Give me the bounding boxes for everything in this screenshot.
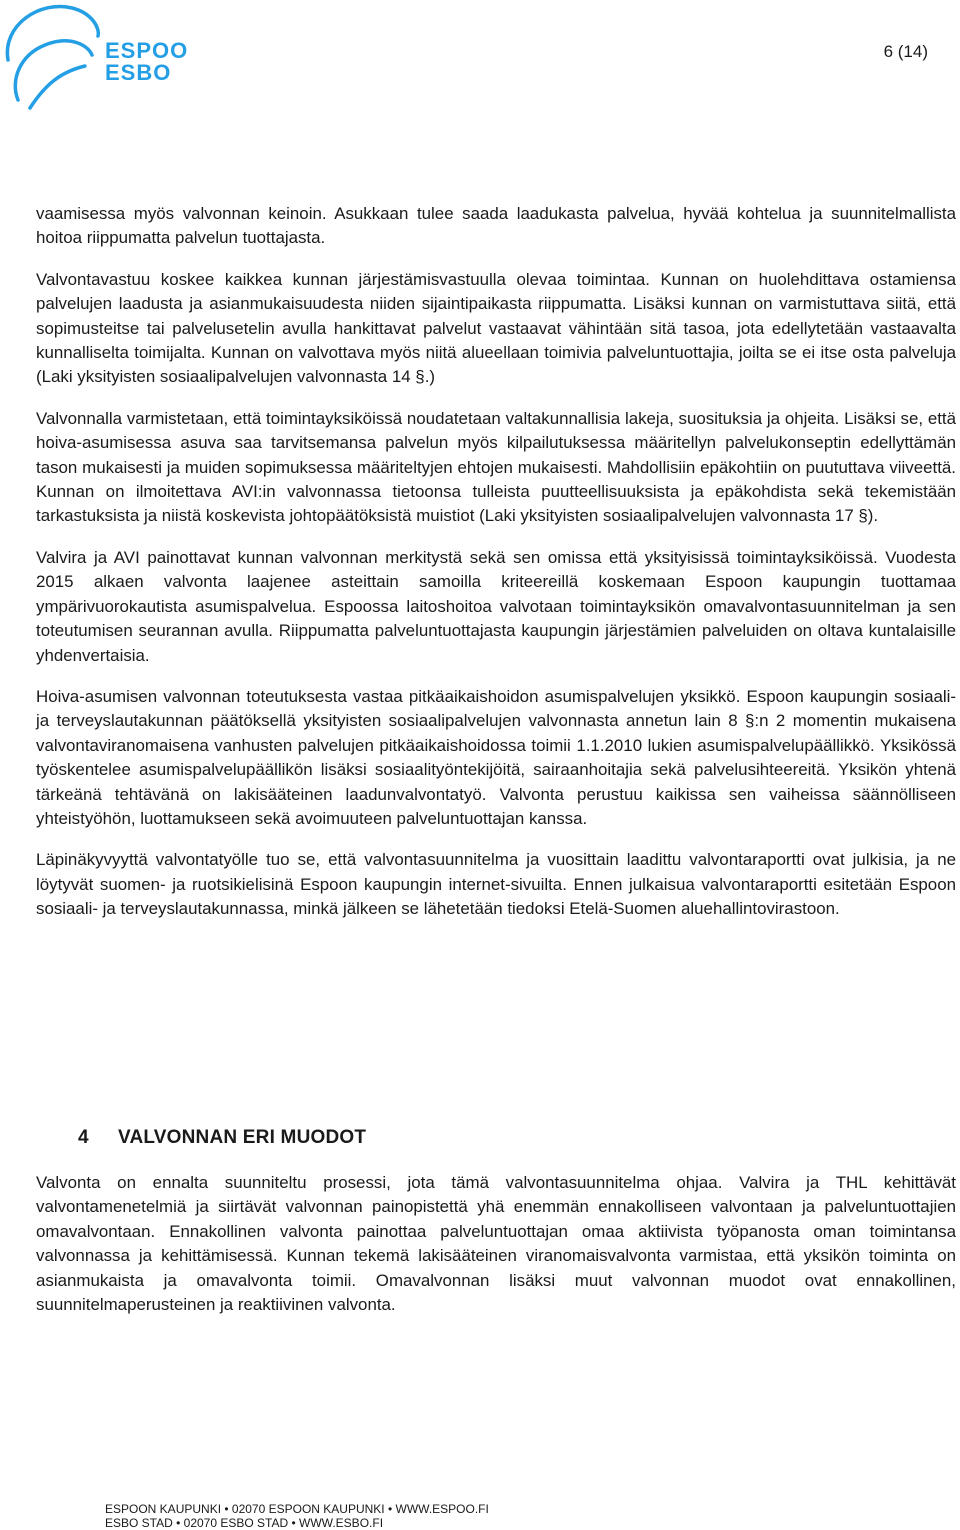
paragraph: Valvonnalla varmistetaan, että toimintayksiköissä noudatetaan valtakunnallisia lakeja, suosituksia ja ohjeita. Lisäksi se, että hoiva-asumisessa asuva saa tarvitsemansa palvelun myös kilpailutuksessa määritellyn palvelukonseptin edellyttämän tason mukaisesti ja muiden sopimuksessa määriteltyjen ehtojen mukaisesti. Mahdollisiin epäkohtiin on puututtava viiveettä. Kunnan on ilmoitettava AVI:in valvonnassa tietoonsa tulleista puutteellisuuksista ja epäkohdista sekä tekemistään tarkastuksista ja niistä koskevista johtopäätöksistä muistiot (Laki yksityisten sosiaalipalvelujen valvonnasta 17 §). <box>36 408 956 526</box>
page-number: 6 (14) <box>883 42 928 61</box>
section-heading <box>78 1127 366 1149</box>
espoo-swirl-icon <box>0 0 110 110</box>
logo-text-espoo: ESPOO <box>105 38 189 63</box>
section-title: VALVONNAN ERI MUODOT <box>118 1127 367 1148</box>
section-body <box>36 1171 956 1317</box>
page-footer <box>105 1502 489 1530</box>
logo-text-esbo: ESBO <box>105 60 172 85</box>
footer-line-sv: ESBO STAD • 02070 ESBO STAD • WWW.ESBO.FI <box>105 1516 384 1530</box>
paragraph: Läpinäkyvyyttä valvontatyölle tuo se, että valvontasuunnitelma ja vuosittain laadittu valvontaraportti ovat julkisia, ja ne löytyvät suomen- ja ruotsikielisinä Espoon kaupungin internet-sivuilta. Ennen julkaisua valvontaraportti esitetään Espoon sosiaali- ja terveyslautakunnassa, minkä jälkeen se lähetetään tiedoksi Etelä-Suomen aluehallintovirastoon. <box>36 850 956 919</box>
paragraph: vaamisessa myös valvonnan keinoin. Asukkaan tulee saada laadukasta palvelua, hyvää kohtelua ja suunnitelmallista hoitoa riippumatta palvelun tuottajasta. <box>36 204 956 248</box>
paragraph: Valvontavastuu koskee kaikkea kunnan järjestämisvastuulla olevaa toimintaa. Kunnan on huolehdittava ostamiensa palvelujen laadusta ja asianmukaisuudesta niiden sijaintipaikasta riippumatta. Lisäksi kunnan on varmistuttava siitä, että sopimusteitse tai palvelusetelin avulla hankittavat palvelut vastaavat vähintään sitä tasoa, jota edellytetään vastaavalta kunnalliselta toimijalta. Kunnan on valvottava myös niitä alueellaan toimivia palveluntuottajia, joilta se ei itse osta palveluja (Laki yksityisten sosiaalipalvelujen valvonnasta 14 §.) <box>36 269 956 387</box>
body-text <box>36 202 956 939</box>
section-number: 4 <box>78 1127 89 1148</box>
paragraph: Valvonta on ennalta suunniteltu prosessi, jota tämä valvontasuunnitelma ohjaa. Valvira ja THL kehittävät valvontamenetelmiä ja siirtävät valvonnan painopistettä yhä enemmän ennakolliseen valvontaan ja palveluntuottajien omavalvontaan. Ennakollinen valvonta painottaa palveluntuottajan omaa aktiivista työpanosta oman toimintansa valvonnassa ja kehittämisessä. Kunnan tekemä lakisääteinen viranomaisvalvonta varmistaa, että yksikön toiminta on asianmukaista ja omavalvonta toimii. Omavalvonnan lisäksi muut valvonnan muodot ovat ennakollinen, suunnitelmaperusteinen ja reaktiivinen valvonta. <box>36 1173 956 1315</box>
footer-line-fi: ESPOON KAUPUNKI • 02070 ESPOON KAUPUNKI • WWW.ESPOO.FI <box>105 1502 489 1516</box>
paragraph: Hoiva-asumisen valvonnan toteutuksesta vastaa pitkäaikaishoidon asumispalvelujen yksikkö. Espoon kaupungin sosiaali- ja terveyslautakunnan päätöksellä yksityisten sosiaalipalvelujen valvonnasta annetun lain 8 §:n 2 momentin mukaisena valvontaviranomaisena vanhusten palvelujen pitkäaikaishoidossa toimii 1.1.2010 lukien asumispalvelupäällikkö. Yksikössä työskentelee asumispalvelupäällikön lisäksi sosiaalityöntekijöitä, sairaanhoitajia sekä palvelusihteereitä. Yksikön yhtenä tärkeänä tehtävänä on lakisääteinen laadunvalvontatyö. Valvonta perustuu kaikissa sen vaiheissa säännölliseen yhteistyöhön, luottamukseen sekä avoimuuteen palveluntuottajan kanssa. <box>36 686 956 828</box>
paragraph: Valvira ja AVI painottavat kunnan valvonnan merkitystä sekä sen omissa että yksityisissä toimintayksiköissä. Vuodesta 2015 alkaen valvonta laajenee asteittain samoilla kriteereillä koskemaan Espoon kaupungin tuottamaa ympärivuorokautista asumispalvelua. Espoossa laitoshoitoa valvotaan toimintayksikön omavalvontasuunnitelman ja sen toteutumisen seurannan avulla. Riippumatta palveluntuottajasta kaupungin järjestämien palveluiden on oltava kuntalaisille yhdenvertaisia. <box>36 547 956 665</box>
espoo-logo <box>0 0 200 110</box>
